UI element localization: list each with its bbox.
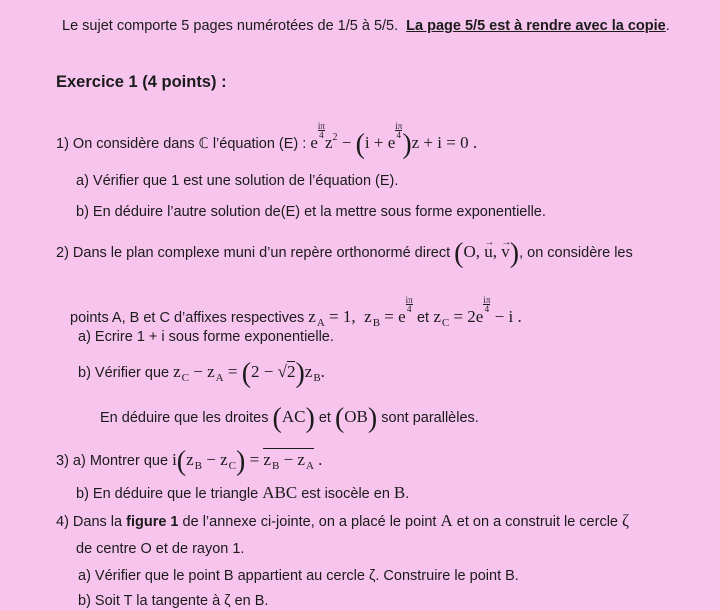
q2-deduce-line: [100, 403, 479, 434]
q2-deduce-end: sont parallèles.: [381, 410, 479, 426]
q4-line1-end: de l’annexe ci-jointe, on a placé le point: [182, 514, 437, 530]
q4-line1: [56, 512, 629, 531]
line-ac: (AC): [272, 403, 315, 434]
q4-line1-start: 4) Dans la: [56, 514, 123, 530]
q1-b: b) En déduire l’autre solution de(E) et la mettre sous forme exponentielle.: [76, 204, 546, 220]
q1-equation: e $\frac{i\pi}{4}z^2 - (i + e$ $\frac{i\pi}{4})z + i = 0$ .: [310, 121, 478, 160]
q4-b: b) Soit T la tangente à ζ en B.: [78, 593, 269, 609]
q2-intro-start: 2) Dans le plan complexe muni d’un repère orthonormé direct: [56, 245, 451, 261]
q2-deduce-start: En déduire que les droites: [100, 410, 269, 426]
q2-b-equation: $z_C - z_A = (2 - √2)z_B$.: [173, 358, 325, 389]
q2-points: points A, B et C d’affixes respectives: [70, 310, 305, 326]
q1-line: [56, 121, 478, 160]
q4-a: a) Vérifier que le point B appartient au cercle ζ. Construire le point B.: [78, 568, 519, 584]
q4-line2: de centre O et de rayon 1.: [76, 541, 245, 557]
q3-b-start: b) En déduire que le triangle: [76, 486, 259, 502]
q3-b-end: est isocèle en: [301, 486, 390, 502]
q1-intro: 1) On considère dans ℂ l’équation (E) :: [56, 136, 307, 152]
q3-a-start: 3) a) Montrer que: [56, 453, 169, 469]
q2-affixes: $z_A = 1$, $z_B = e$ $\frac{i\pi}{4}$ et $z_C = 2e$ $\frac{i\pi}{4} - i$ .: [308, 295, 522, 329]
q4-figure: figure 1: [126, 514, 179, 530]
point-b: B: [393, 483, 406, 502]
header-note: La page 5/5 est à rendre avec la copie: [406, 18, 666, 34]
point-a: A: [440, 511, 453, 530]
q1-a: a) Vérifier que 1 est une solution de l’équation (E).: [76, 173, 399, 189]
header-text: Le sujet comporte 5 pages numérotées de 1/5 à 5/5.: [62, 18, 399, 34]
q2-frame: (O, → u, → v): [454, 242, 519, 261]
q4-line1-tail: et on a construit le cercle: [456, 514, 618, 530]
exercise-title: Exercice 1 (4 points) :: [56, 73, 227, 91]
q2-b-start: b) Vérifier que: [78, 365, 170, 381]
q2-deduce-mid: et: [318, 410, 331, 426]
q2-points-line: [70, 296, 522, 332]
q3-b-line: b) En déduire que le triangle ABC est isocèle en B.: [76, 483, 410, 502]
q3-a-line: [56, 446, 323, 477]
circle-zeta: ζ: [622, 511, 630, 530]
triangle-abc: ABC: [262, 483, 298, 502]
header-line: Le sujet comporte 5 pages numérotées de 1/5 à 5/5. La page 5/5 est à rendre avec la copie.: [62, 18, 670, 34]
line-ob: (OB): [334, 403, 378, 434]
q2-intro-end: , on considère les: [519, 245, 633, 261]
q2-b-line: [78, 358, 325, 389]
q2-intro-line: [56, 238, 633, 269]
q2-a: a) Ecrire 1 + i sous forme exponentielle.: [78, 329, 334, 345]
q3-a-equation: $i(z_B - z_C) = z_B - z_A$ .: [172, 446, 323, 477]
